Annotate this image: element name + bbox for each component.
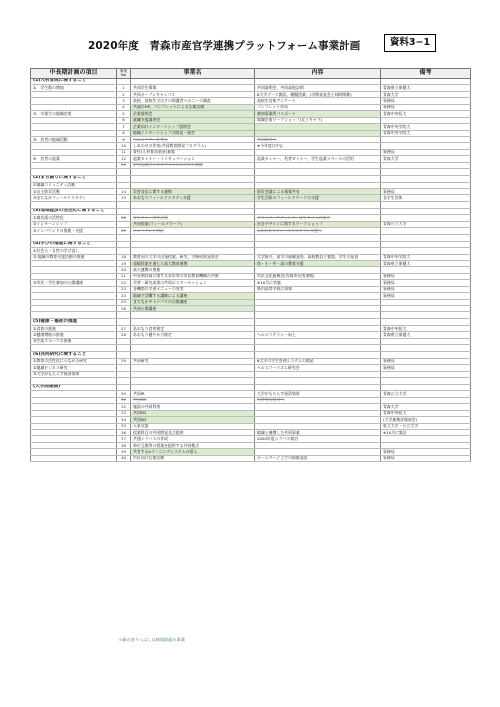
row-number-cell: 15	[117, 195, 131, 201]
row-name-cell: 共同FD	[131, 410, 255, 416]
row-number-cell: 35	[117, 423, 131, 429]
spacer-row	[31, 169, 471, 176]
row-content-cell: 起業セミナー、若者ゼミナー、学生起業スペースの活用	[255, 156, 381, 162]
spacer-row	[31, 345, 471, 352]
row-content-cell: パンフレット作成	[255, 104, 381, 110]
row-name-cell: まちゼミ・学生企画	[131, 215, 255, 221]
empty-cell	[255, 234, 381, 241]
row-number-cell: 10	[117, 143, 131, 149]
empty-cell	[131, 169, 255, 176]
row-content-cell: 共同説明会、共同高校訪問	[255, 85, 381, 91]
row-number-cell: 39	[117, 449, 131, 455]
row-number-cell: 22	[117, 280, 131, 286]
row-note-cell: 各学生団体	[381, 195, 471, 201]
row-category-cell: ③生涯スポーツの推進	[31, 338, 117, 344]
row-content-cell: 大学がもたらす経済効果	[255, 391, 381, 397]
row-category-cell: ③インバウンドの推進・支援	[31, 228, 117, 234]
row-number-cell: 19	[117, 260, 131, 266]
row-note-cell: 青森中央短大	[381, 410, 471, 416]
row-number-cell: 3	[117, 98, 131, 104]
row-name-cell: 寄付(人材育成基金)募集	[131, 149, 255, 155]
row-note-cell: (大学連携評価部会)	[381, 417, 471, 423]
row-note-cell: ※10月に集計	[381, 430, 471, 436]
row-number-cell: 7	[117, 124, 131, 130]
row-note-cell: 私立大学・公立大学	[381, 423, 471, 429]
empty-cell	[31, 169, 117, 176]
empty-cell	[31, 377, 117, 384]
row-number-cell: 32	[117, 404, 131, 410]
row-number-cell: 9	[117, 136, 131, 142]
empty-cell	[381, 169, 471, 176]
empty-cell	[255, 377, 381, 384]
row-name-cell: 教育向の大学の出張授業、研究、学修成果発表会	[131, 254, 255, 260]
row-note-cell: 事務局	[381, 293, 471, 299]
row-name-cell: 施設の共同利用	[131, 404, 255, 410]
spacer-row	[31, 312, 471, 319]
row-content-cell: 幼・小・中・高の教育支援	[255, 260, 381, 266]
row-content-cell: ヘルスリテラシー向上	[255, 332, 381, 338]
row-category-cell: (4)学びの推進に関すること	[31, 241, 117, 247]
row-number-cell: 18	[117, 254, 131, 260]
row-number-cell: 14	[117, 189, 131, 195]
row-name-cell: 共同授業(フィールドワーク)	[131, 221, 255, 227]
row-name-cell: 中長期計画に関する若年等の市民教育機構の共催	[131, 273, 255, 279]
table-row	[31, 455, 471, 461]
row-category-cell: ④ 若者の起業	[31, 156, 117, 162]
row-category-cell: ③ 若者の地域活動	[31, 136, 117, 142]
row-category-cell: ①社会人・女性の学び直し	[31, 248, 117, 254]
footnote: ＊緑の塗りつぶしは新規取組み事業	[118, 637, 186, 642]
row-number-cell: 17	[117, 228, 131, 234]
row-note-cell: 青森大学	[381, 156, 471, 162]
row-category-cell: (2)まち創りに関すること	[31, 176, 117, 182]
empty-cell	[255, 201, 381, 208]
row-number-cell: 21	[117, 273, 131, 279]
row-number-cell: 38	[117, 442, 131, 448]
empty-cell	[131, 234, 255, 241]
row-content-cell: 大学紹介、留学の経験発表、高校教員と懇談、学生の発表	[255, 254, 381, 260]
empty-cell	[31, 234, 117, 241]
row-number-cell: 33	[117, 410, 131, 416]
header-content: 内容	[255, 69, 381, 79]
row-category-cell: ①商店街の活性化	[31, 215, 117, 221]
row-number-cell: 29	[117, 358, 131, 364]
empty-cell	[131, 345, 255, 352]
empty-cell	[381, 377, 471, 384]
row-note-cell: 事務局	[381, 273, 471, 279]
empty-cell	[31, 345, 117, 352]
row-content-cell: 防災会議による情報共有	[255, 189, 381, 195]
empty-cell	[117, 201, 131, 208]
row-note-cell: 事務局	[381, 449, 471, 455]
row-note-cell: 事務局	[381, 280, 471, 286]
empty-cell	[117, 345, 131, 352]
row-content-cell: 2020年度シラバス検討	[255, 436, 381, 442]
row-content-cell: 参加事業所パスポート	[255, 111, 381, 117]
row-name-cell: 学習・研究成果の共同ポスターセッション	[131, 280, 255, 286]
spacer-row	[31, 377, 471, 384]
row-note-cell: 事務局	[381, 104, 471, 110]
row-number-cell: 8	[117, 130, 131, 136]
table-body	[31, 79, 471, 462]
row-note-cell: 青森公立大学	[381, 221, 471, 227]
row-name-cell: しあわせの作家(共同教育開発プログラム)	[131, 143, 255, 149]
row-content-cell: 社会デザインに関するワークショップ	[255, 221, 381, 227]
empty-cell	[255, 169, 381, 176]
row-name-cell: 遠隔授業を通じた高大教育連携	[131, 260, 255, 266]
row-category-cell	[31, 455, 117, 461]
row-number-cell: 11	[117, 149, 131, 155]
row-category-cell: ①地域コミュニティ活動	[31, 182, 117, 188]
empty-cell	[381, 234, 471, 241]
header-note: 備考	[381, 69, 471, 79]
plan-table	[30, 68, 471, 462]
row-content-cell: ※10月に実施	[255, 280, 381, 286]
row-content-cell: 地域と連携した共同事業	[255, 430, 381, 436]
row-number-cell: 31	[117, 397, 131, 403]
row-note-cell: 青森県立保健大	[381, 260, 471, 266]
row-number-cell: 16	[117, 215, 131, 221]
row-name-cell: 起業セミナー・インキュベーション	[131, 156, 255, 162]
row-category-cell: ②インターンシップ	[31, 221, 117, 227]
row-name-cell: 各機関の学習メニューの充実	[131, 286, 255, 292]
row-name-cell: 市民向け広報活動	[131, 455, 255, 461]
row-name-cell: 授業科目の共同開発及び提供	[131, 430, 255, 436]
row-note-cell: 青森県立保健大	[381, 85, 471, 91]
row-name-cell: 共同IR	[131, 391, 255, 397]
row-name-cell: 共同オープンキャンパス	[131, 91, 255, 97]
document-label: 資料3−1	[384, 34, 436, 52]
row-name-cell: まちなかキャンパスの公開講座	[131, 299, 255, 305]
table-header-row	[31, 69, 471, 79]
row-category-cell: (6)共同研究に関すること	[31, 352, 117, 358]
row-category-cell: ①教育の活性化につながる研究	[31, 358, 117, 364]
row-name-cell: 人事交流	[131, 423, 255, 429]
row-category-cell: (1)人材育成に関すること	[31, 79, 117, 85]
row-name-cell: 単位互換等の授業を提供する共同拠点	[131, 442, 255, 448]
empty-cell	[381, 201, 471, 208]
row-note-cell: 事務局	[381, 365, 471, 371]
row-number-cell: 26	[117, 306, 131, 312]
row-category-cell: ②健康増進の推進	[31, 332, 117, 338]
row-category-cell: (大学間連携)	[31, 384, 117, 390]
row-name-cell: 地域インターンシップの開発・運営	[131, 130, 255, 136]
empty-cell	[131, 312, 255, 319]
header-no: 事業No	[117, 69, 131, 79]
row-name-cell: 共同SD	[131, 397, 255, 403]
row-category-cell: (5)健康・福祉の推進	[31, 319, 117, 325]
row-category-cell: ①食育の推進	[31, 325, 117, 331]
empty-cell	[131, 377, 255, 384]
header-item: 中長期計画の項目	[31, 69, 117, 79]
row-number-cell: 6	[117, 117, 131, 123]
empty-cell	[381, 312, 471, 319]
spacer-row	[31, 234, 471, 241]
row-note-cell: 青森県立保健大	[381, 332, 471, 338]
row-content-cell: ヘルスツーリズム研究会	[255, 365, 381, 371]
row-number-cell: 5	[117, 111, 131, 117]
row-content-cell: ※あおもりフィールドスタディ支援へ	[255, 228, 381, 234]
row-category-cell: ② 地域の教育支援活動の推進	[31, 254, 117, 260]
row-note-cell: 青森公立大学	[381, 391, 471, 397]
row-note-cell: 事務局	[381, 189, 471, 195]
row-content-cell: 共同研究へ	[255, 136, 381, 142]
row-name-cell: ヘルスケアーを考え	[131, 136, 255, 142]
row-name-cell: 企業向けインターンシップ説明会	[131, 124, 255, 130]
row-number-cell: 23	[117, 286, 131, 292]
row-note-cell: 事務局	[381, 149, 471, 155]
row-name-cell: 共通のHP、パンフレットによる広報活動	[131, 104, 255, 110]
row-number-cell: 25	[117, 299, 131, 305]
row-content-cell: 学生団体のフィールドワークの支援	[255, 195, 381, 201]
empty-cell	[117, 377, 131, 384]
row-number-cell: 28	[117, 332, 131, 338]
row-number-cell: 36	[117, 430, 131, 436]
row-number-cell: 24	[117, 293, 131, 299]
row-category-cell: ② 卒業生の地域定着	[31, 111, 117, 117]
row-content-cell: ※今年度は中止	[255, 143, 381, 149]
row-note-cell: 事務局	[381, 98, 471, 104]
row-category-cell: ③市民・学生参加の公開講座	[31, 280, 117, 286]
page-title: 2020年度 青森市産官学連携プラットフォーム事業計画	[88, 40, 361, 52]
row-name-cell: あおもり健やか力検定	[131, 332, 255, 338]
row-content-cell: 市民文化振興会(青森市民図書館)	[255, 273, 381, 279]
row-content-cell: 県内高等学校に周知	[255, 286, 381, 292]
row-number-cell: 4	[117, 104, 131, 110]
empty-cell	[117, 169, 131, 176]
row-content-cell: 人材育成基金へ	[255, 397, 381, 403]
row-name-cell: 共同学生募集	[131, 85, 255, 91]
row-name-cell: 高大連携の推進	[131, 267, 255, 273]
row-note-cell: 青森中央短大	[381, 111, 471, 117]
row-note-cell: 事務局	[381, 358, 471, 364]
row-category-cell: ③大学がもたらす経済効果	[31, 371, 117, 377]
empty-cell	[255, 345, 381, 352]
row-number-cell: 2	[117, 91, 131, 97]
row-name-cell: インバウンド対応	[131, 228, 255, 234]
row-note-cell: 青森中央短大	[381, 325, 471, 331]
row-name-cell: あおもりフィールドスタディ支援	[131, 195, 255, 201]
row-number-cell: 27	[117, 325, 131, 331]
row-number-cell: 37	[117, 436, 131, 442]
row-name-cell: 共同研究	[131, 358, 255, 364]
row-category-cell: ③まちなかフィールドスタディ	[31, 195, 117, 201]
row-content-cell: 6大学ブース開設、模擬授業、(学修発表会と同時開催)	[255, 91, 381, 97]
row-note-cell: 事務局	[381, 455, 471, 461]
row-category-cell: ②地域ビジネス研究	[31, 365, 117, 371]
row-category-cell: ②自主防災活動	[31, 189, 117, 195]
row-name-cell: 地域で活躍する講師による講座	[131, 293, 255, 299]
row-number-cell: 34	[117, 417, 131, 423]
row-note-cell: 青森中央学院大	[381, 254, 471, 260]
row-name-cell: 共同SD	[131, 417, 255, 423]
row-content-cell: ホームページ上での情報発信	[255, 455, 381, 461]
row-note-cell: 青森大学	[381, 404, 471, 410]
row-number-cell: 1	[117, 85, 131, 91]
row-name-cell: 共同公開講座	[131, 306, 255, 312]
row-note-cell: 青森中央学院大	[381, 130, 471, 136]
row-number-cell: 12	[117, 156, 131, 162]
row-number-cell: 30	[117, 391, 131, 397]
row-content-cell: テストマーケティング、まちゼミへの協力	[255, 215, 381, 221]
row-number-cell: 20	[117, 267, 131, 273]
empty-cell	[255, 312, 381, 319]
row-number-cell: 40	[117, 455, 131, 461]
row-name-cell: 企業説明会	[131, 111, 255, 117]
row-note-cell: 青森中央学院大	[381, 124, 471, 130]
row-note-cell: 事務局	[381, 286, 471, 292]
empty-cell	[381, 345, 471, 352]
row-name-cell: 高校、高校生又はその保護者へのニーズ調査	[131, 98, 255, 104]
empty-cell	[31, 312, 117, 319]
spacer-row	[31, 201, 471, 208]
row-name-cell: 災害対応に関する連携	[131, 189, 255, 195]
empty-cell	[117, 312, 131, 319]
row-category-cell: (3)地域経済の活性化に関すること	[31, 208, 117, 214]
row-name-cell: あおもり食育検定	[131, 325, 255, 331]
empty-cell	[117, 234, 131, 241]
row-content-cell: 6大学の学生管理システムの開発	[255, 358, 381, 364]
row-content-cell: 地域定着ワークショップ(女子キャリ)	[255, 117, 381, 123]
row-category-cell: ① 学生数の増加	[31, 85, 117, 91]
row-name-cell: 共通シラバスの作成	[131, 436, 255, 442]
empty-cell	[131, 201, 255, 208]
row-content-cell: 高校生対象アンケート	[255, 98, 381, 104]
row-note-cell: 青森大学	[381, 91, 471, 97]
row-name-cell: 学生起業ビジネスプランコンテスト開催	[131, 162, 255, 168]
row-number-cell: 13	[117, 162, 131, 168]
empty-cell	[31, 201, 117, 208]
header-name: 事業名	[131, 69, 255, 79]
row-name-cell: 就職支援講習会	[131, 117, 255, 123]
row-name-cell: 共有するeラーニングシステムの導入	[131, 449, 255, 455]
